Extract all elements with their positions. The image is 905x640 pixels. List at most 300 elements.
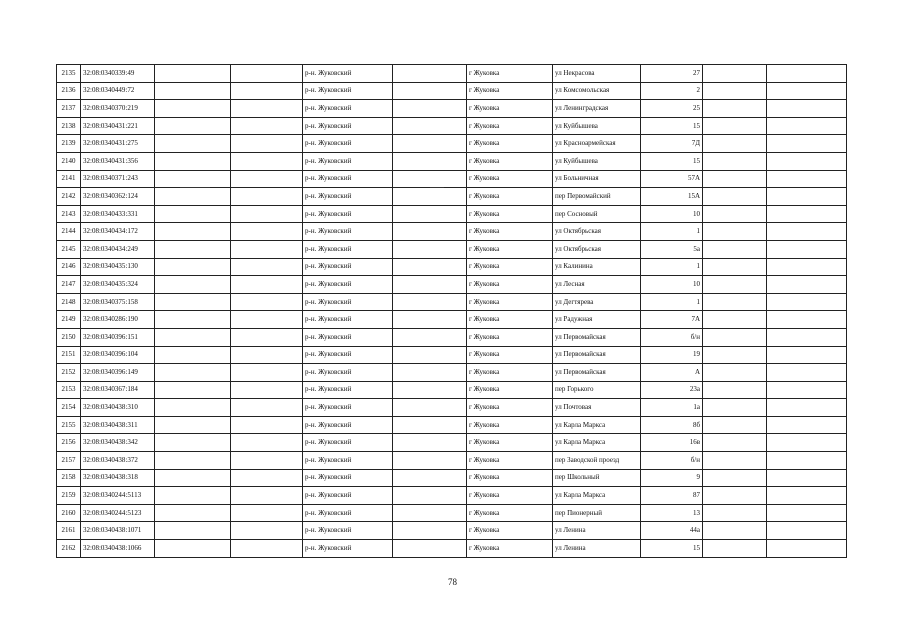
table-row (57, 82, 847, 100)
street-cell: ул Октябрьская (553, 223, 641, 241)
table-row (57, 487, 847, 505)
city-cell: г Жуковка (467, 540, 553, 558)
cadastral-number-cell: 32:08:0340435:130 (81, 258, 155, 276)
cadastral-number-cell: 32:08:0340438:372 (81, 452, 155, 470)
empty-cell (393, 276, 467, 294)
empty-cell (155, 504, 231, 522)
district-cell: р-н. Жуковский (303, 82, 393, 100)
street-cell: ул Первомайская (553, 364, 641, 382)
city-cell: г Жуковка (467, 117, 553, 135)
empty-cell (393, 311, 467, 329)
row-number-cell: 2159 (57, 487, 81, 505)
cadastral-number-cell: 32:08:0340438:310 (81, 399, 155, 417)
cadastral-number-cell: 32:08:0340438:311 (81, 416, 155, 434)
empty-cell (767, 205, 847, 223)
table-row (57, 240, 847, 258)
empty-cell (703, 452, 767, 470)
district-cell: р-н. Жуковский (303, 469, 393, 487)
empty-cell (155, 223, 231, 241)
table-row (57, 381, 847, 399)
street-cell: пер Сосновый (553, 205, 641, 223)
empty-cell (393, 188, 467, 206)
house-number-cell: 19 (641, 346, 703, 364)
street-cell: ул Куйбышева (553, 152, 641, 170)
house-number-cell: 1 (641, 223, 703, 241)
city-cell: г Жуковка (467, 152, 553, 170)
empty-cell (393, 100, 467, 118)
empty-cell (155, 452, 231, 470)
house-number-cell: 57А (641, 170, 703, 188)
house-number-cell: 10 (641, 276, 703, 294)
house-number-cell: 13 (641, 504, 703, 522)
street-cell: ул Радужная (553, 311, 641, 329)
row-number-cell: 2161 (57, 522, 81, 540)
empty-cell (155, 522, 231, 540)
table-row (57, 434, 847, 452)
empty-cell (155, 205, 231, 223)
empty-cell (393, 469, 467, 487)
city-cell: г Жуковка (467, 135, 553, 153)
district-cell: р-н. Жуковский (303, 258, 393, 276)
district-cell: р-н. Жуковский (303, 135, 393, 153)
empty-cell (703, 65, 767, 83)
empty-cell (703, 117, 767, 135)
city-cell: г Жуковка (467, 381, 553, 399)
street-cell: ул Ленина (553, 540, 641, 558)
cadastral-number-cell: 32:08:0340396:104 (81, 346, 155, 364)
empty-cell (231, 188, 303, 206)
empty-cell (393, 170, 467, 188)
row-number-cell: 2160 (57, 504, 81, 522)
empty-cell (231, 381, 303, 399)
house-number-cell: А (641, 364, 703, 382)
street-cell: ул Некрасова (553, 65, 641, 83)
cadastral-number-cell: 32:08:0340362:124 (81, 188, 155, 206)
empty-cell (231, 452, 303, 470)
cadastral-number-cell: 32:08:0340438:1066 (81, 540, 155, 558)
empty-cell (155, 117, 231, 135)
house-number-cell: 27 (641, 65, 703, 83)
table-row (57, 205, 847, 223)
empty-cell (393, 152, 467, 170)
row-number-cell: 2147 (57, 276, 81, 294)
empty-cell (155, 346, 231, 364)
city-cell: г Жуковка (467, 223, 553, 241)
street-cell: ул Первомайская (553, 328, 641, 346)
house-number-cell: 16в (641, 434, 703, 452)
empty-cell (767, 170, 847, 188)
house-number-cell: б/н (641, 328, 703, 346)
house-number-cell: 15 (641, 117, 703, 135)
empty-cell (767, 240, 847, 258)
empty-cell (231, 117, 303, 135)
empty-cell (767, 364, 847, 382)
row-number-cell: 2151 (57, 346, 81, 364)
empty-cell (155, 135, 231, 153)
empty-cell (231, 540, 303, 558)
row-number-cell: 2138 (57, 117, 81, 135)
empty-cell (155, 487, 231, 505)
street-cell: ул Дегтярева (553, 293, 641, 311)
empty-cell (767, 522, 847, 540)
street-cell: пер Горького (553, 381, 641, 399)
cadastral-number-cell: 32:08:0340434:172 (81, 223, 155, 241)
house-number-cell: 15 (641, 152, 703, 170)
city-cell: г Жуковка (467, 434, 553, 452)
street-cell: ул Больничная (553, 170, 641, 188)
empty-cell (231, 522, 303, 540)
street-cell: ул Карла Маркса (553, 434, 641, 452)
empty-cell (393, 240, 467, 258)
district-cell: р-н. Жуковский (303, 223, 393, 241)
district-cell: р-н. Жуковский (303, 100, 393, 118)
empty-cell (393, 223, 467, 241)
district-cell: р-н. Жуковский (303, 65, 393, 83)
empty-cell (231, 364, 303, 382)
empty-cell (767, 540, 847, 558)
row-number-cell: 2136 (57, 82, 81, 100)
district-cell: р-н. Жуковский (303, 152, 393, 170)
house-number-cell: б/н (641, 452, 703, 470)
empty-cell (703, 364, 767, 382)
row-number-cell: 2152 (57, 364, 81, 382)
house-number-cell: 1 (641, 293, 703, 311)
empty-cell (231, 258, 303, 276)
city-cell: г Жуковка (467, 416, 553, 434)
table-row (57, 328, 847, 346)
district-cell: р-н. Жуковский (303, 117, 393, 135)
empty-cell (393, 522, 467, 540)
row-number-cell: 2155 (57, 416, 81, 434)
empty-cell (703, 188, 767, 206)
empty-cell (703, 223, 767, 241)
house-number-cell: 8б (641, 416, 703, 434)
row-number-cell: 2162 (57, 540, 81, 558)
empty-cell (231, 416, 303, 434)
district-cell: р-н. Жуковский (303, 364, 393, 382)
empty-cell (231, 240, 303, 258)
table-row (57, 276, 847, 294)
empty-cell (767, 135, 847, 153)
empty-cell (231, 170, 303, 188)
row-number-cell: 2139 (57, 135, 81, 153)
cadastral-number-cell: 32:08:0340375:158 (81, 293, 155, 311)
district-cell: р-н. Жуковский (303, 205, 393, 223)
empty-cell (155, 540, 231, 558)
empty-cell (393, 293, 467, 311)
empty-cell (703, 540, 767, 558)
street-cell: пер Первомайский (553, 188, 641, 206)
city-cell: г Жуковка (467, 504, 553, 522)
row-number-cell: 2143 (57, 205, 81, 223)
district-cell: р-н. Жуковский (303, 311, 393, 329)
district-cell: р-н. Жуковский (303, 276, 393, 294)
empty-cell (703, 135, 767, 153)
district-cell: р-н. Жуковский (303, 416, 393, 434)
house-number-cell: 2 (641, 82, 703, 100)
empty-cell (703, 258, 767, 276)
table-row (57, 188, 847, 206)
street-cell: ул Почтовая (553, 399, 641, 417)
cadastral-number-cell: 32:08:0340396:149 (81, 364, 155, 382)
empty-cell (393, 452, 467, 470)
empty-cell (155, 328, 231, 346)
house-number-cell: 44а (641, 522, 703, 540)
empty-cell (703, 434, 767, 452)
empty-cell (393, 540, 467, 558)
registry-body (57, 65, 847, 558)
cadastral-number-cell: 32:08:0340396:151 (81, 328, 155, 346)
empty-cell (767, 346, 847, 364)
row-number-cell: 2145 (57, 240, 81, 258)
empty-cell (767, 223, 847, 241)
street-cell: ул Карла Маркса (553, 487, 641, 505)
empty-cell (703, 205, 767, 223)
empty-cell (155, 364, 231, 382)
cadastral-number-cell: 32:08:0340370:219 (81, 100, 155, 118)
city-cell: г Жуковка (467, 276, 553, 294)
street-cell: ул Комсомольская (553, 82, 641, 100)
house-number-cell: 1 (641, 258, 703, 276)
empty-cell (767, 487, 847, 505)
empty-cell (767, 452, 847, 470)
cadastral-number-cell: 32:08:0340438:318 (81, 469, 155, 487)
empty-cell (155, 276, 231, 294)
district-cell: р-н. Жуковский (303, 346, 393, 364)
city-cell: г Жуковка (467, 258, 553, 276)
house-number-cell: 25 (641, 100, 703, 118)
empty-cell (703, 293, 767, 311)
table-row (57, 399, 847, 417)
empty-cell (767, 152, 847, 170)
empty-cell (393, 135, 467, 153)
empty-cell (155, 170, 231, 188)
cadastral-number-cell: 32:08:0340244:5113 (81, 487, 155, 505)
empty-cell (767, 381, 847, 399)
empty-cell (703, 487, 767, 505)
empty-cell (767, 100, 847, 118)
empty-cell (767, 399, 847, 417)
street-cell: ул Красноармейская (553, 135, 641, 153)
street-cell: ул Лесная (553, 276, 641, 294)
district-cell: р-н. Жуковский (303, 540, 393, 558)
table-row (57, 504, 847, 522)
city-cell: г Жуковка (467, 452, 553, 470)
empty-cell (231, 328, 303, 346)
empty-cell (703, 469, 767, 487)
empty-cell (231, 223, 303, 241)
empty-cell (703, 381, 767, 399)
empty-cell (155, 293, 231, 311)
cadastral-number-cell: 32:08:0340433:331 (81, 205, 155, 223)
empty-cell (155, 469, 231, 487)
district-cell: р-н. Жуковский (303, 487, 393, 505)
empty-cell (393, 381, 467, 399)
house-number-cell: 15А (641, 188, 703, 206)
row-number-cell: 2137 (57, 100, 81, 118)
empty-cell (767, 311, 847, 329)
district-cell: р-н. Жуковский (303, 399, 393, 417)
cadastral-number-cell: 32:08:0340438:1071 (81, 522, 155, 540)
city-cell: г Жуковка (467, 100, 553, 118)
empty-cell (767, 188, 847, 206)
table-row (57, 311, 847, 329)
empty-cell (155, 399, 231, 417)
empty-cell (703, 522, 767, 540)
city-cell: г Жуковка (467, 469, 553, 487)
city-cell: г Жуковка (467, 346, 553, 364)
district-cell: р-н. Жуковский (303, 240, 393, 258)
table-row (57, 170, 847, 188)
empty-cell (703, 416, 767, 434)
empty-cell (767, 65, 847, 83)
empty-cell (155, 311, 231, 329)
cadastral-number-cell: 32:08:0340438:342 (81, 434, 155, 452)
row-number-cell: 2141 (57, 170, 81, 188)
house-number-cell: 7А (641, 311, 703, 329)
city-cell: г Жуковка (467, 328, 553, 346)
empty-cell (703, 100, 767, 118)
district-cell: р-н. Жуковский (303, 328, 393, 346)
city-cell: г Жуковка (467, 311, 553, 329)
street-cell: ул Ленинградская (553, 100, 641, 118)
table-row (57, 346, 847, 364)
city-cell: г Жуковка (467, 82, 553, 100)
empty-cell (703, 399, 767, 417)
row-number-cell: 2156 (57, 434, 81, 452)
district-cell: р-н. Жуковский (303, 188, 393, 206)
empty-cell (767, 293, 847, 311)
row-number-cell: 2144 (57, 223, 81, 241)
empty-cell (231, 399, 303, 417)
house-number-cell: 5а (641, 240, 703, 258)
street-cell: ул Карла Маркса (553, 416, 641, 434)
street-cell: ул Калинина (553, 258, 641, 276)
city-cell: г Жуковка (467, 522, 553, 540)
empty-cell (393, 504, 467, 522)
empty-cell (393, 434, 467, 452)
empty-cell (767, 276, 847, 294)
table-row (57, 293, 847, 311)
row-number-cell: 2148 (57, 293, 81, 311)
city-cell: г Жуковка (467, 487, 553, 505)
house-number-cell: 9 (641, 469, 703, 487)
cadastral-number-cell: 32:08:0340371:243 (81, 170, 155, 188)
district-cell: р-н. Жуковский (303, 452, 393, 470)
empty-cell (703, 311, 767, 329)
row-number-cell: 2158 (57, 469, 81, 487)
table-row (57, 65, 847, 83)
street-cell: ул Куйбышева (553, 117, 641, 135)
empty-cell (231, 469, 303, 487)
empty-cell (393, 117, 467, 135)
house-number-cell: 10 (641, 205, 703, 223)
empty-cell (393, 364, 467, 382)
empty-cell (393, 65, 467, 83)
cadastral-number-cell: 32:08:0340339:49 (81, 65, 155, 83)
cadastral-number-cell: 32:08:0340431:275 (81, 135, 155, 153)
table-row (57, 258, 847, 276)
empty-cell (155, 82, 231, 100)
cadastral-number-cell: 32:08:0340244:5123 (81, 504, 155, 522)
table-row (57, 522, 847, 540)
empty-cell (767, 117, 847, 135)
city-cell: г Жуковка (467, 205, 553, 223)
empty-cell (231, 276, 303, 294)
empty-cell (155, 416, 231, 434)
empty-cell (155, 188, 231, 206)
empty-cell (393, 82, 467, 100)
empty-cell (155, 434, 231, 452)
district-cell: р-н. Жуковский (303, 170, 393, 188)
empty-cell (393, 346, 467, 364)
house-number-cell: 87 (641, 487, 703, 505)
empty-cell (155, 381, 231, 399)
district-cell: р-н. Жуковский (303, 522, 393, 540)
street-cell: ул Октябрьская (553, 240, 641, 258)
street-cell: пер Пионерный (553, 504, 641, 522)
house-number-cell: 1а (641, 399, 703, 417)
empty-cell (703, 82, 767, 100)
empty-cell (231, 82, 303, 100)
empty-cell (393, 205, 467, 223)
district-cell: р-н. Жуковский (303, 434, 393, 452)
empty-cell (703, 504, 767, 522)
empty-cell (155, 100, 231, 118)
row-number-cell: 2154 (57, 399, 81, 417)
district-cell: р-н. Жуковский (303, 293, 393, 311)
empty-cell (393, 399, 467, 417)
empty-cell (703, 240, 767, 258)
city-cell: г Жуковка (467, 399, 553, 417)
empty-cell (703, 170, 767, 188)
empty-cell (767, 258, 847, 276)
city-cell: г Жуковка (467, 240, 553, 258)
table-row (57, 100, 847, 118)
empty-cell (231, 65, 303, 83)
district-cell: р-н. Жуковский (303, 381, 393, 399)
table-row (57, 364, 847, 382)
cadastral-number-cell: 32:08:0340435:324 (81, 276, 155, 294)
empty-cell (767, 416, 847, 434)
house-number-cell: 15 (641, 540, 703, 558)
district-cell: р-н. Жуковский (303, 504, 393, 522)
empty-cell (393, 416, 467, 434)
city-cell: г Жуковка (467, 293, 553, 311)
cadastral-number-cell: 32:08:0340431:356 (81, 152, 155, 170)
city-cell: г Жуковка (467, 170, 553, 188)
table-row (57, 152, 847, 170)
city-cell: г Жуковка (467, 65, 553, 83)
empty-cell (767, 469, 847, 487)
empty-cell (231, 434, 303, 452)
empty-cell (767, 328, 847, 346)
city-cell: г Жуковка (467, 364, 553, 382)
street-cell: ул Первомайская (553, 346, 641, 364)
row-number-cell: 2146 (57, 258, 81, 276)
table-row (57, 223, 847, 241)
house-number-cell: 7Д (641, 135, 703, 153)
row-number-cell: 2153 (57, 381, 81, 399)
empty-cell (231, 487, 303, 505)
cadastral-number-cell: 32:08:0340434:249 (81, 240, 155, 258)
empty-cell (155, 65, 231, 83)
empty-cell (155, 258, 231, 276)
cadastral-number-cell: 32:08:0340431:221 (81, 117, 155, 135)
cadastral-number-cell: 32:08:0340449:72 (81, 82, 155, 100)
house-number-cell: 23а (641, 381, 703, 399)
empty-cell (231, 346, 303, 364)
